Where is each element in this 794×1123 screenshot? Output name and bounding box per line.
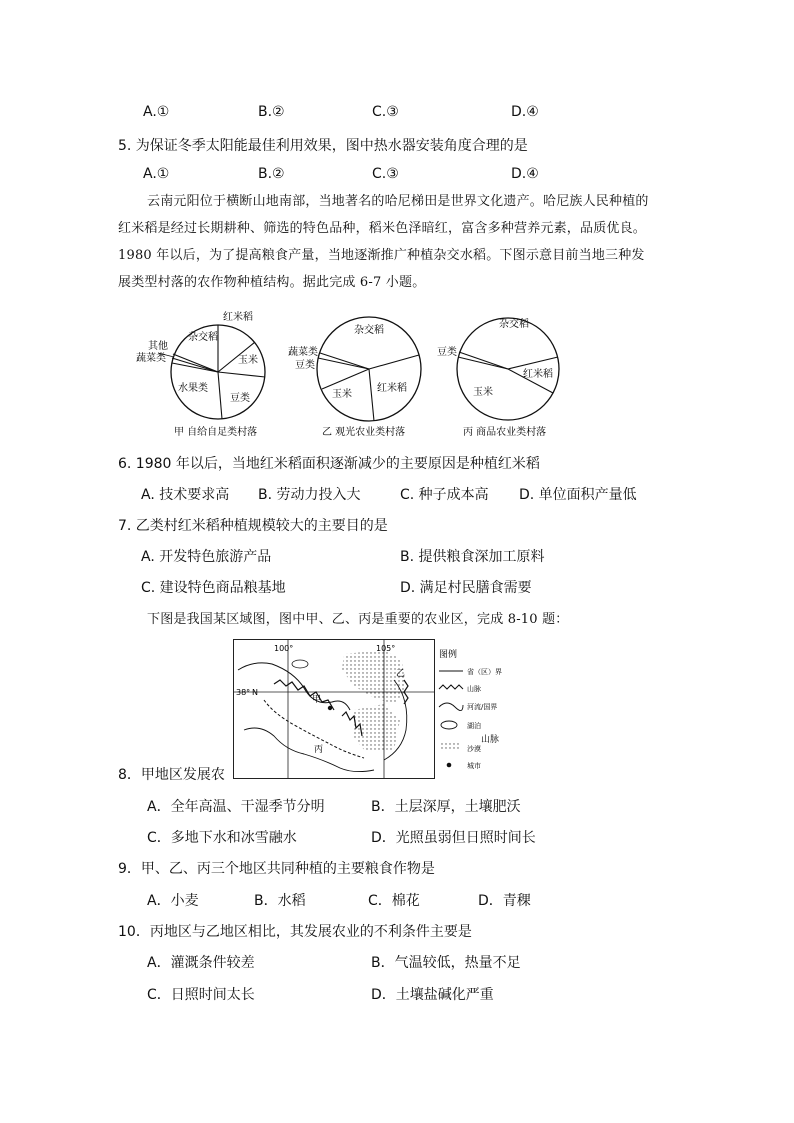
q6-option-a: A. 技术要求高 [141, 487, 230, 503]
pie-yi-label-corn: 玉米 [332, 389, 352, 400]
q4-option-b: B.② [258, 104, 285, 120]
pie-bing-label-corn: 玉米 [473, 387, 493, 398]
q8-option-a: A．全年高温、干湿季节分明 [147, 799, 325, 815]
q10-option-d: D．土壤盐碱化严重 [371, 987, 494, 1003]
legend-item-river: 河流/国界 [467, 703, 498, 711]
passage-line-4: 展类型村落的农作物种植结构。据此完成 6-7 小题。 [118, 275, 426, 290]
q8-option-b: B．土层深厚，土壤肥沃 [371, 799, 521, 815]
q10-stem: 10．丙地区与乙地区相比，其发展农业的不利条件主要是 [118, 924, 472, 940]
label-jia: 甲 [312, 695, 322, 705]
legend-symbol-desert [439, 741, 461, 749]
q9-option-b: B．水稻 [254, 893, 306, 909]
map-legend [433, 639, 538, 777]
legend-item-province-boundary: 省（区）界 [467, 668, 502, 676]
passage-line-3: 1980 年以后，为了提高粮食产量，当地逐渐推广种植杂交水稻。下图示意目前当地三种发 [118, 248, 645, 263]
pie-chart-yi [282, 305, 437, 440]
q6-option-b: B. 劳动力投入大 [258, 487, 361, 503]
mountain-range-qilian [274, 680, 334, 710]
region-map [233, 639, 435, 779]
region-map-svg [234, 640, 434, 778]
legend-symbol-mountain [439, 685, 463, 689]
legend-item-city: 城市 [467, 762, 481, 770]
pie-bing-label-red-rice: 红米稻 [523, 369, 553, 380]
q4-option-c: C.③ [372, 104, 399, 120]
q6-option-c: C. 种子成本高 [400, 487, 489, 503]
pie-jia-label-corn: 玉米 [238, 355, 258, 366]
legend-item-lake: 湖泊 [467, 722, 481, 730]
q5-option-d: D.④ [511, 166, 539, 182]
pie-jia-caption: 甲 自给自足类村落 [174, 427, 258, 438]
q7-stem: 7. 乙类村红米稻种植规模较大的主要目的是 [118, 518, 388, 534]
label-yi: 乙 [396, 669, 406, 679]
pie-jia-label-red-rice: 红米稻 [223, 312, 253, 323]
q5-option-b: B.② [258, 166, 285, 182]
q8-option-d: D．光照虽弱但日照时间长 [371, 830, 536, 846]
q6-option-d: D. 单位面积产量低 [519, 487, 637, 503]
legend-symbol-river [439, 703, 463, 711]
city-marker [328, 706, 332, 710]
legend-symbol-lake [441, 721, 457, 729]
passage-line-1: 云南元阳位于横断山地南部，当地著名的哈尼梯田是世界文化遗产。哈尼族人民种植的 [147, 194, 649, 209]
pie-yi-label-red-rice: 红米稻 [377, 383, 407, 394]
desert-area-south [352, 704, 400, 752]
pie-chart-jia [130, 305, 280, 440]
pie-yi-label-beans: 豆类 [295, 360, 315, 371]
q9-option-a: A．小麦 [147, 893, 199, 909]
pie-chart-bing [433, 305, 583, 440]
lake [292, 660, 308, 668]
legend-symbol-city [447, 763, 452, 768]
pie-jia-label-other: 其他 [148, 341, 168, 352]
q10-option-c: C．日照时间太长 [147, 987, 255, 1003]
passage-line-2: 红米稻是经过长期耕种、筛选的特色品种，稻米色泽暗红，富含多种营养元素，品质优良。 [118, 221, 647, 236]
q7-option-c: C. 建设特色商品粮基地 [141, 580, 286, 596]
q6-stem: 6. 1980 年以后，当地红米稻面积逐渐减少的主要原因是种植红米稻 [118, 456, 540, 472]
q5-option-c: C.③ [372, 166, 399, 182]
q7-option-b: B. 提供粮食深加工原料 [400, 549, 545, 565]
q8-option-c: C．多地下水和冰雪融水 [147, 830, 297, 846]
pie-yi-label-hybrid-rice: 杂交稻 [354, 325, 384, 336]
q9-stem: 9．甲、乙、丙三个地区共同种植的主要粮食作物是 [118, 861, 435, 877]
north-label: N [252, 688, 258, 697]
pie-bing-caption: 丙 商品农业类村落 [463, 427, 547, 438]
lon-label-105: 105° [376, 644, 396, 653]
q8-stem: 8．甲地区发展农 [118, 767, 225, 783]
label-bing: 丙 [314, 745, 324, 755]
q5-stem: 5. 为保证冬季太阳能最佳利用效果，图中热水器安装角度合理的是 [118, 138, 528, 154]
pie-jia-label-hybrid-rice: 杂交稻 [188, 332, 218, 343]
passage-8-10: 下图是我国某区域图，图中甲、乙、丙是重要的农业区，完成 8-10 题： [147, 612, 569, 627]
legend-mountain-label: 山脉 [481, 735, 500, 745]
lon-label-100: 100° [274, 644, 294, 653]
q4-option-d: D.④ [511, 104, 539, 120]
pie-bing-label-hybrid-rice: 杂交稻 [499, 319, 529, 330]
pie-yi-caption: 乙 观光农业类村落 [322, 427, 406, 438]
pie-yi-label-veg: 蔬菜类 [288, 347, 318, 358]
legend-item-desert: 沙漠 [467, 745, 481, 753]
q4-option-a: A.① [143, 104, 170, 120]
q9-option-d: D．青稞 [478, 893, 531, 909]
legend-title: 图例 [439, 650, 458, 660]
pie-jia-label-fruit: 水果类 [178, 383, 208, 394]
q7-option-a: A. 开发特色旅游产品 [141, 549, 272, 565]
pie-bing-label-beans: 豆类 [437, 347, 457, 358]
lat-label-38: 38° [236, 688, 251, 697]
q10-option-b: B．气温较低，热量不足 [371, 955, 521, 971]
q10-option-a: A．灌溉条件较差 [147, 955, 255, 971]
q9-option-c: C．棉花 [368, 893, 420, 909]
q5-option-a: A.① [143, 166, 170, 182]
province-boundary [238, 663, 350, 710]
legend-item-mountain: 山脉 [467, 685, 481, 693]
pie-jia-label-veg: 蔬菜类 [136, 353, 166, 364]
q7-option-d: D. 满足村民膳食需要 [400, 580, 532, 596]
pie-jia-label-beans: 豆类 [230, 393, 250, 404]
